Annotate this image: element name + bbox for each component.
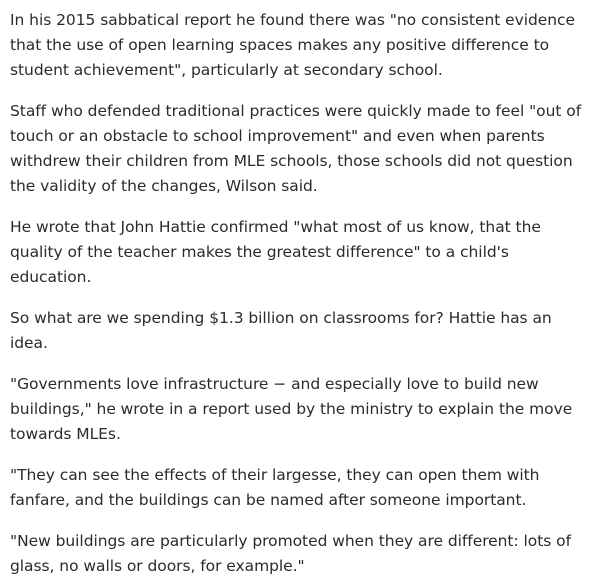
article-paragraph: Staff who defended traditional practices were quickly made to feel "out of touch or an obstacle to school improvement" and even when parents withdrew their children from MLE schools, those schools did not question the validity of the changes, Wilson said.	[10, 102, 582, 195]
article-paragraph: He wrote that John Hattie confirmed "what most of us know, that the quality of the teacher makes the greatest difference" to a child's education.	[10, 218, 541, 286]
article-paragraph: "New buildings are particularly promoted when they are different: lots of glass, no walls or doors, for example."	[10, 532, 571, 575]
article-paragraph: In his 2015 sabbatical report he found there was "no consistent evidence that the use of open learning spaces makes any positive difference to student achievement", particularly at secondary school.	[10, 11, 575, 79]
article-paragraph: So what are we spending $1.3 billion on classrooms for? Hattie has an idea.	[10, 309, 552, 352]
article-paragraph: "Governments love infrastructure − and especially love to build new buildings," he wrote in a report used by the ministry to explain the move towards MLEs.	[10, 375, 573, 443]
article-paragraph: "They can see the effects of their largesse, they can open them with fanfare, and the buildings can be named after someone important.	[10, 466, 540, 509]
